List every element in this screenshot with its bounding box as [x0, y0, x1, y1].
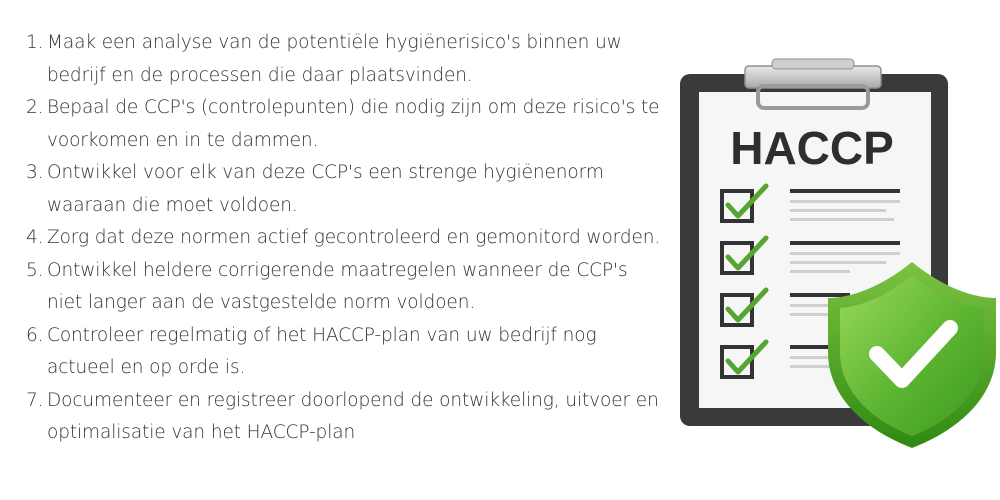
step-item [26, 27, 686, 92]
step-number: 2. [26, 97, 44, 118]
step-text: Ontwikkel voor elk van deze CCP's een strenge hygiënenorm waaraan die moet voldoen. [47, 162, 604, 216]
step-text: Zorg dat deze normen actief gecontroleerd en gemonitord worden. [47, 227, 661, 248]
step-number: 7. [26, 389, 44, 411]
step-item [26, 255, 686, 320]
step-number: 5. [26, 259, 44, 281]
step-number: 1. [26, 32, 44, 53]
clipboard-title: HACCP [730, 122, 894, 174]
step-number: 4. [26, 227, 44, 248]
step-text: Documenteer en registreer doorlopend de ontwikkeling, uitvoer en optimalisatie van het HACCP-plan [47, 389, 659, 443]
step-text: Maak een analyse van de potentiële hygiënerisico's binnen uw bedrijf en de processen die daar plaatsvinden. [47, 32, 622, 86]
haccp-steps-list [26, 27, 686, 450]
haccp-illustration [670, 55, 1000, 455]
step-text: Bepaal de CCP's (controlepunten) die nodig zijn om deze risico's te voorkomen en in te dammen. [47, 97, 660, 151]
step-item [26, 222, 686, 255]
step-item [26, 92, 686, 157]
step-text: Controleer regelmatig of het HACCP-plan van uw bedrijf nog actueel en op orde is. [47, 324, 597, 378]
step-number: 3. [26, 162, 44, 183]
step-item [26, 320, 686, 385]
step-number: 6. [26, 324, 44, 346]
step-text: Ontwikkel heldere corrigerende maatregelen wanneer de CCP's niet langer aan de vastgestelde norm voldoen. [47, 259, 628, 313]
step-item [26, 385, 686, 450]
step-item [26, 157, 686, 222]
